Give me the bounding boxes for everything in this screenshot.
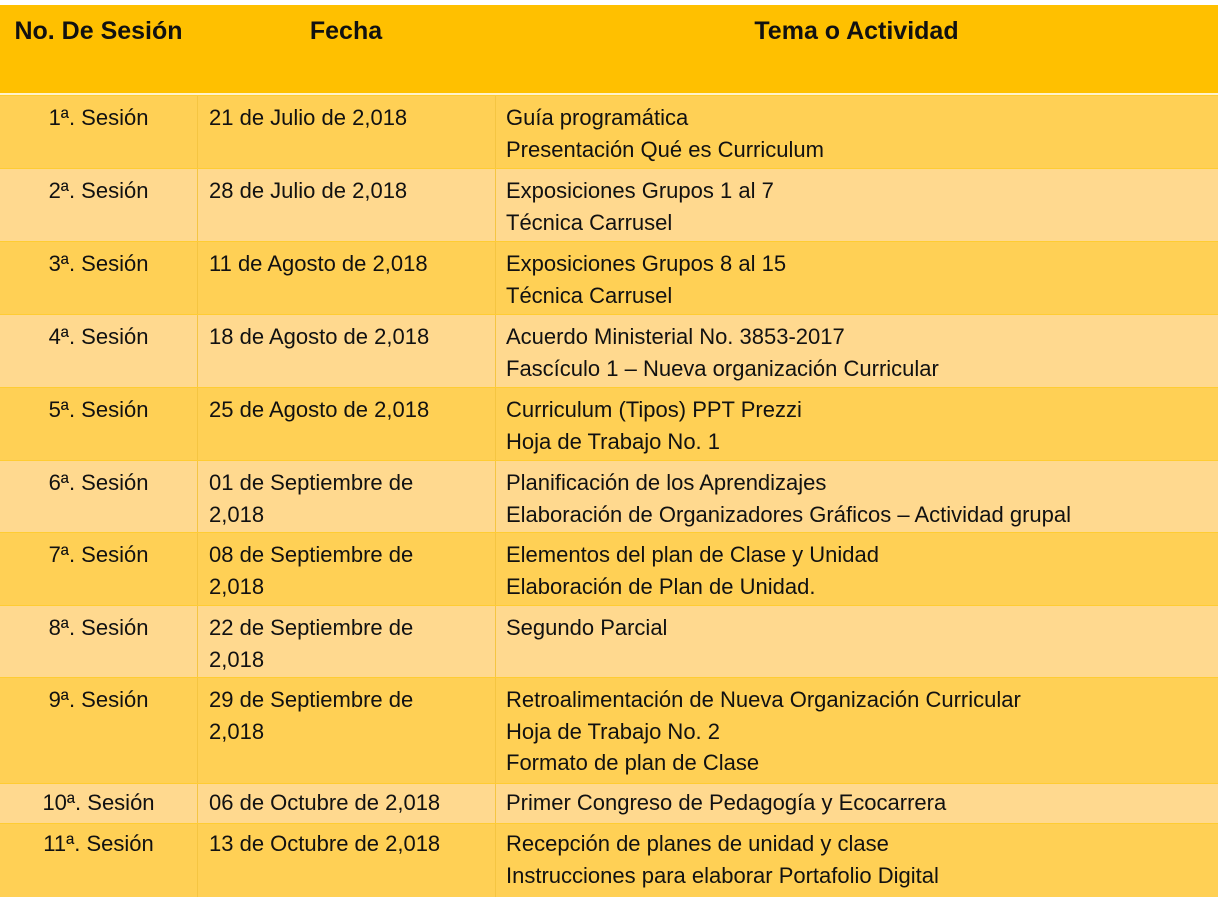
table-header-row [0,5,1218,95]
topic-line: Hoja de Trabajo No. 1 [506,428,721,454]
topic-line: Presentación Qué es Curriculum [506,136,824,162]
session-date: 22 de Septiembre de 2,018 [197,606,495,677]
topic-line: Recepción de planes de unidad y clase [506,831,889,856]
session-topic [495,678,1218,783]
topic-line: Técnica Carrusel [506,282,673,308]
session-date: 18 de Agosto de 2,018 [197,315,495,387]
table-row [0,387,1218,460]
topic-line: Formato de plan de Clase [506,750,760,775]
session-date: 11 de Agosto de 2,018 [197,242,495,314]
topic-line: Curriculum (Tipos) PPT Prezzi [506,397,802,422]
session-topic [495,461,1218,532]
session-topic [495,315,1218,387]
topic-line: Instrucciones para elaborar Portafolio Digital [506,862,939,888]
topic-line: Primer Congreso de Pedagogía y Ecocarrera [506,790,947,815]
topic-line: Segundo Parcial [506,615,668,640]
session-date: 06 de Octubre de 2,018 [197,784,495,823]
session-date: 25 de Agosto de 2,018 [197,388,495,460]
session-number: 11ª. Sesión [43,831,154,856]
session-schedule-table [0,5,1218,897]
session-number: 7ª. Sesión [48,542,149,567]
table-row [0,532,1218,605]
topic-line: Fascículo 1 – Nueva organización Curricular [506,355,939,381]
table-row [0,95,1218,168]
table-row [0,605,1218,677]
session-topic [495,824,1218,897]
session-number: 6ª. Sesión [48,470,149,495]
session-topic [495,96,1218,168]
topic-line: Exposiciones Grupos 8 al 15 [506,251,787,276]
session-date: 21 de Julio de 2,018 [197,96,495,168]
topic-line: Elementos del plan de Clase y Unidad [506,542,880,567]
session-number: 3ª. Sesión [48,251,149,276]
header-date: Fecha [309,17,383,45]
table-row [0,241,1218,314]
topic-line: Técnica Carrusel [506,209,673,235]
table-row [0,314,1218,387]
session-number: 5ª. Sesión [48,397,149,422]
session-number: 4ª. Sesión [48,324,149,349]
session-number: 10ª. Sesión [42,790,155,815]
session-number: 2ª. Sesión [48,178,149,203]
session-date: 13 de Octubre de 2,018 [197,824,495,897]
session-topic [495,242,1218,314]
table-row [0,677,1218,783]
header-topic-activity: Tema o Actividad [754,17,959,45]
topic-line: Acuerdo Ministerial No. 3853-2017 [506,324,845,349]
session-topic [495,606,1218,677]
table-row [0,823,1218,897]
topic-line: Elaboración de Organizadores Gráficos – Actividad grupal [506,501,1071,527]
topic-line: Hoja de Trabajo No. 2 [506,718,721,744]
session-number: 1ª. Sesión [48,105,149,130]
table-row [0,168,1218,241]
topic-line: Guía programática [506,105,689,130]
session-topic [495,533,1218,605]
session-topic [495,388,1218,460]
topic-line: Exposiciones Grupos 1 al 7 [506,178,774,203]
table-row [0,460,1218,532]
topic-line: Retroalimentación de Nueva Organización Curricular [506,687,1021,712]
session-number: 8ª. Sesión [48,615,149,640]
session-date: 08 de Septiembre de 2,018 [197,533,495,605]
topic-line: Elaboración de Plan de Unidad. [506,573,816,599]
session-topic [495,169,1218,241]
session-date: 29 de Septiembre de 2,018 [197,678,495,783]
session-number: 9ª. Sesión [48,687,149,712]
session-date: 28 de Julio de 2,018 [197,169,495,241]
session-topic [495,784,1218,823]
header-session-number: No. De Sesión [14,17,183,45]
topic-line: Planificación de los Aprendizajes [506,470,827,495]
session-date: 01 de Septiembre de 2,018 [197,461,495,532]
table-row [0,783,1218,823]
